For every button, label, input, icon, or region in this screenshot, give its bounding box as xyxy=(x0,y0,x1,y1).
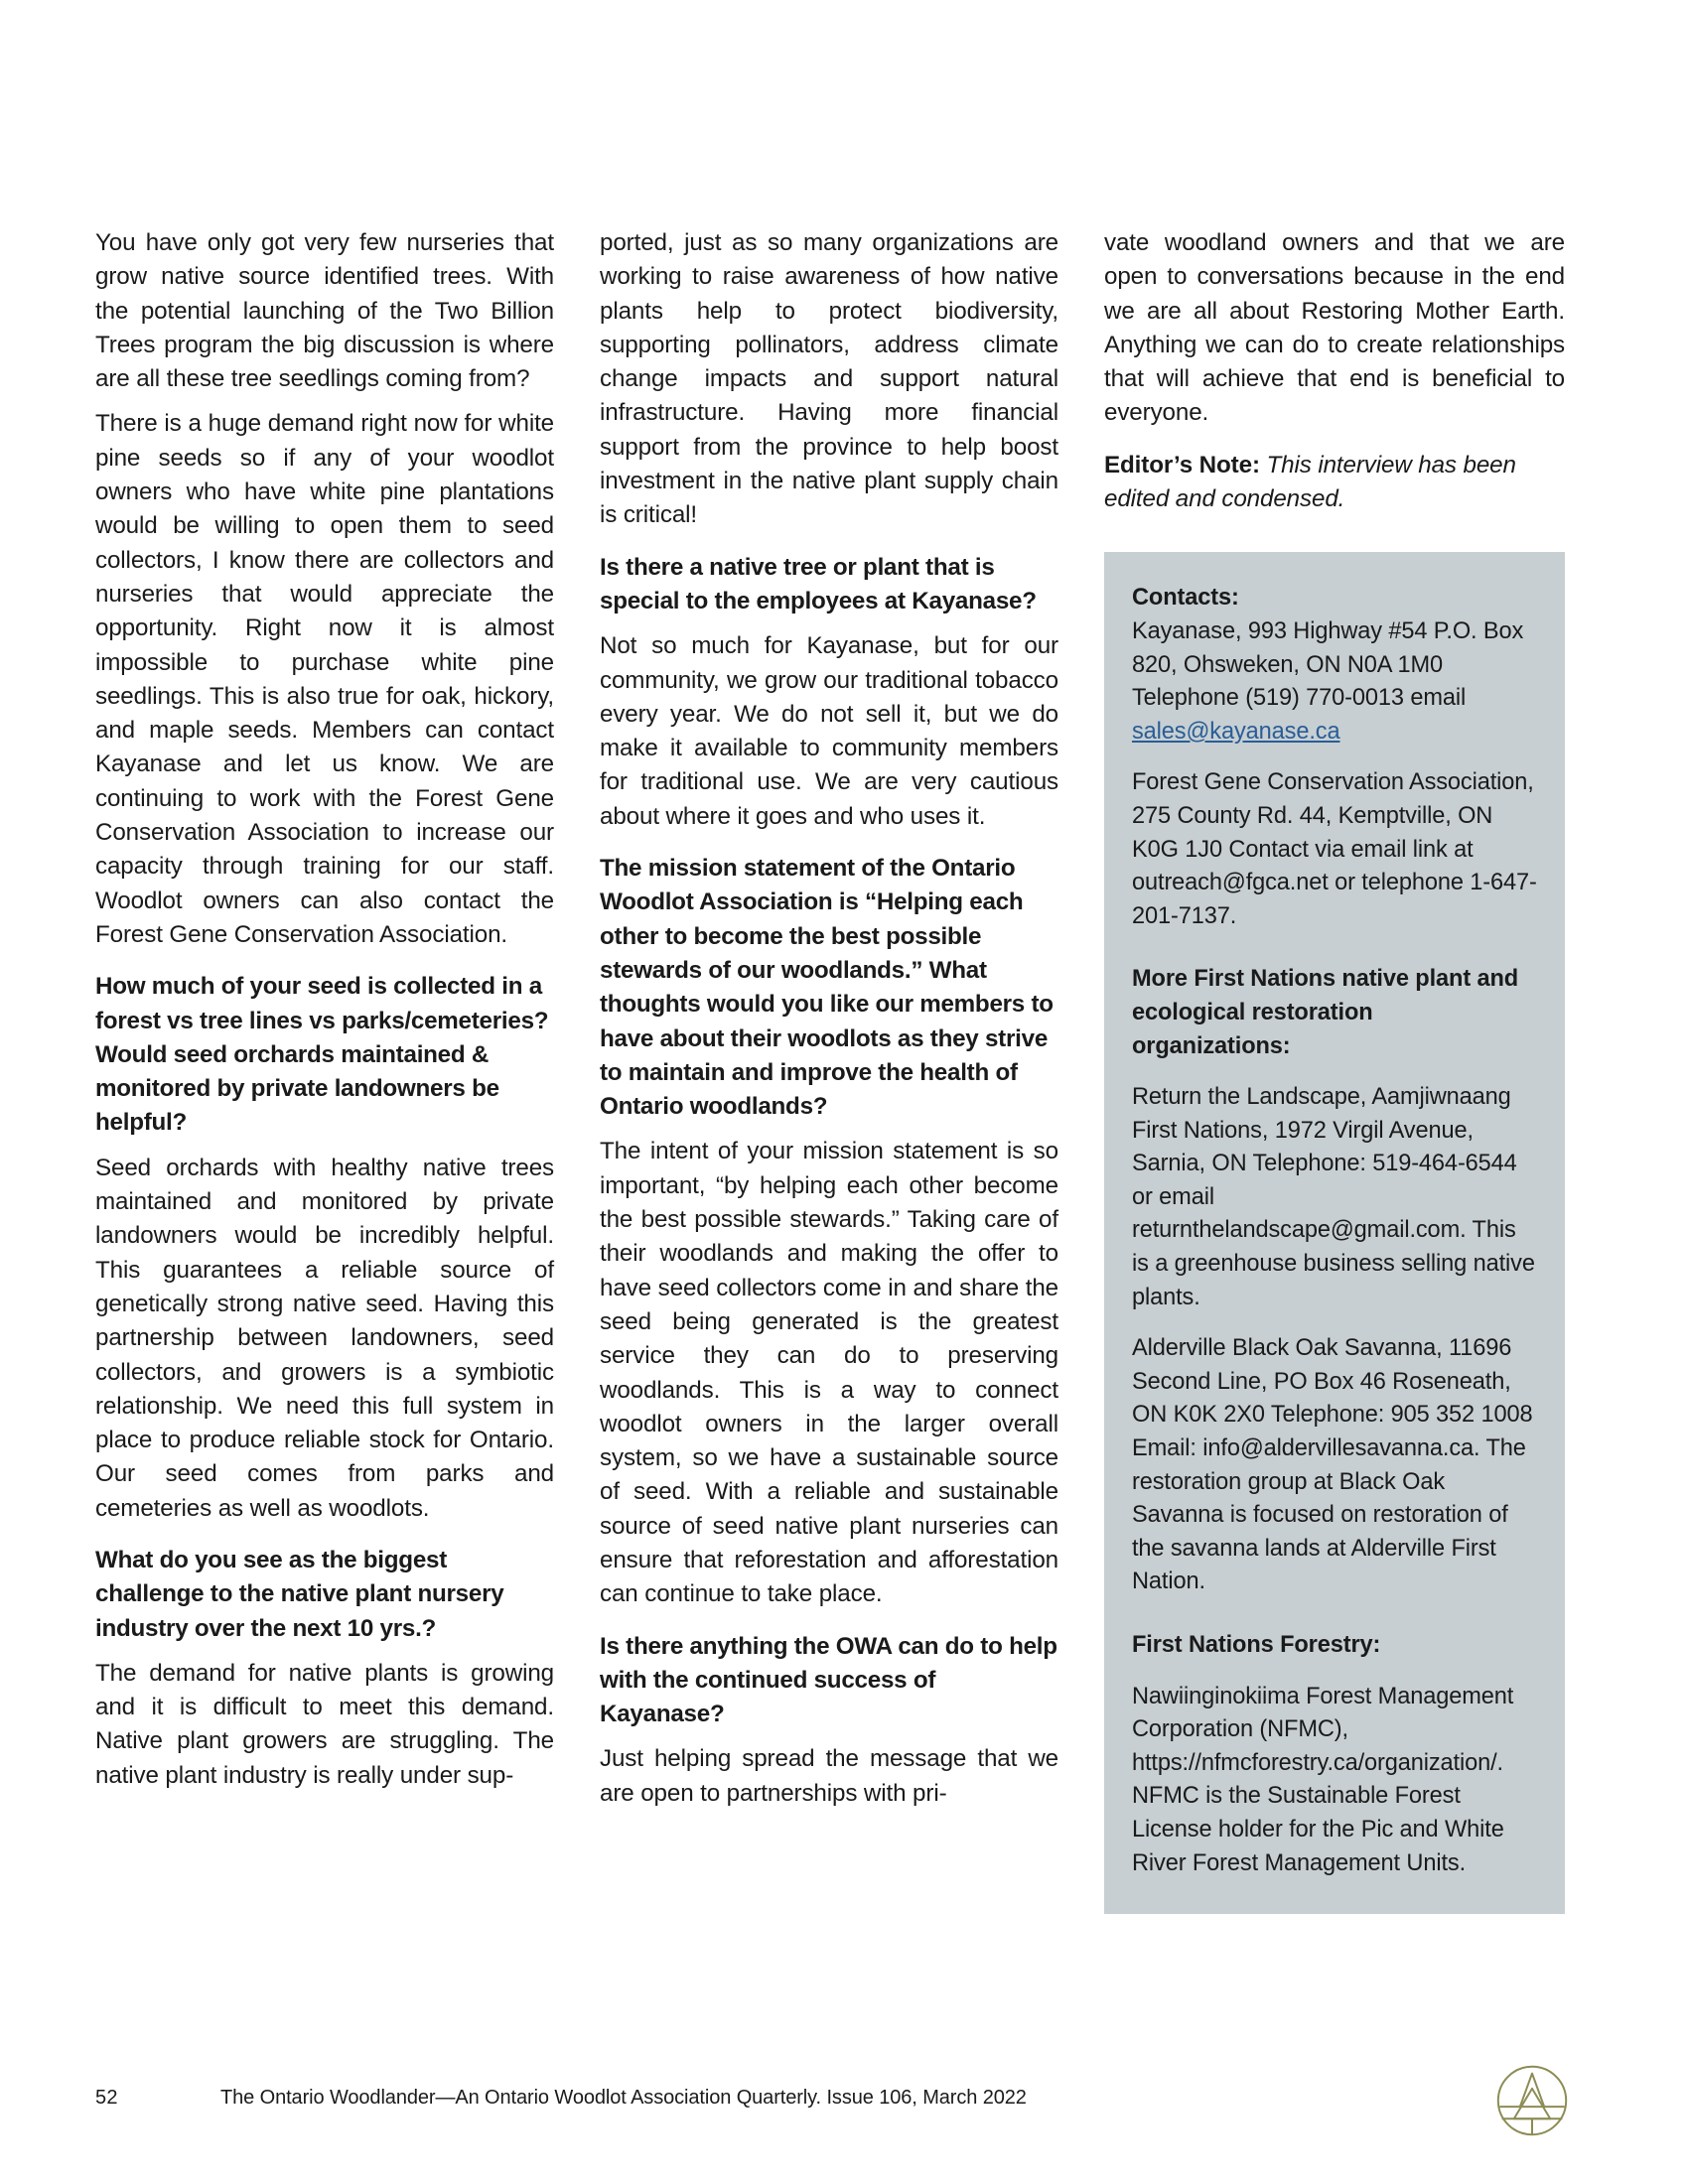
kayanase-address: Kayanase, 993 Highway #54 P.O. Box 820, Ohsweken, ON N0A 1M0 Telephone (519) 770-0013 email xyxy=(1132,617,1524,712)
paragraph: The intent of your mission statement is so important, “by helping each other become the best possible stewards.” Taking care of their woodlands and making the offer to have seed collectors come in and share the seed being generated is the greatest service they can do to preserving woodlands. This is a way to connect woodlot owners in the larger overall system, so we have a sustainable source of seed. With a reliable and sustainable source of seed native plant nurseries can ensure that reforestation and afforestation can continue to take place. xyxy=(600,1138,1058,1608)
section-three-heading: First Nations Forestry: xyxy=(1132,1632,1381,1658)
page-number: 52 xyxy=(95,2087,118,2109)
contacts-heading-line xyxy=(1132,582,1537,615)
footer-citation: The Ontario Woodlander—An Ontario Woodlot Association Quarterly. Issue 106, March 2022 xyxy=(220,2087,1027,2109)
fgca-contact: Forest Gene Conservation Association, 275 County Rd. 44, Kemptville, ON K0G 1J0 Contact via email link at outreach@fgca.net or telephone 1-647-201-7137. xyxy=(1132,769,1537,929)
paragraph: You have only got very few nurseries that grow native source identified trees. With the potential launching of the Two Billion Trees program the big discussion is where are all these tree seedlings coming from? xyxy=(95,229,554,393)
paragraph: Seed orchards with healthy native trees maintained and monitored by private landowners would be incredibly helpful. This guarantees a reliable source of genetically strong native seed. Having this partnership between landowners, seed collectors, and growers is a symbiotic relationship. We need this full system in place to produce reliable stock for Ontario. Our seed comes from parks and cemeteries as well as woodlots. xyxy=(95,1154,554,1522)
question-heading: What do you see as the biggest challenge to the native plant nursery industry over the next 10 yrs.? xyxy=(95,1546,504,1642)
editor-note-text: This interview has been edited and condensed. xyxy=(1104,451,1516,513)
paragraph: The demand for native plants is growing and it is difficult to meet this demand. Native plant growers are struggling. The native plant industry is really under sup- xyxy=(95,1659,554,1789)
contacts-section-three xyxy=(1132,1629,1537,1880)
nfmc-contact: Nawiinginokiima Forest Management Corporation (NFMC), https://nfmcforestry.ca/organization/. NFMC is the Sustainable Forest License holder for the Pic and White River Forest Management Units. xyxy=(1132,1683,1514,1876)
contacts-sidebar xyxy=(1104,552,1565,1914)
section-two-heading: More First Nations native plant and ecological restoration organizations: xyxy=(1132,966,1519,1059)
paragraph: ported, just as so many organizations are working to raise awareness of how native plants help to protect biodiversity, supporting pollinators, address climate change impacts and support natural infrastructure. Having more financial support from the province to help boost investment in the native plant supply chain is critical! xyxy=(600,229,1058,529)
paragraph: Not so much for Kayanase, but for our community, we grow our traditional tobacco every year. We do not sell it, but we do make it available to community members for traditional use. We are very cautious about where it goes and who uses it. xyxy=(600,632,1058,830)
question-heading: How much of your seed is collected in a forest vs tree lines vs parks/cemeteries? Would seed orchards maintained & monitored by private landowners be helpful? xyxy=(95,973,549,1137)
article-columns xyxy=(95,226,1565,1914)
question-heading: Is there a native tree or plant that is special to the employees at Kayanase? xyxy=(600,553,1037,614)
column-three xyxy=(1104,226,1565,1914)
kayanase-contact xyxy=(1132,615,1537,749)
contacts-section-two xyxy=(1132,963,1537,1599)
editor-note-label: Editor’s Note: xyxy=(1104,451,1260,478)
contacts-heading: Contacts: xyxy=(1132,585,1239,612)
paragraph: vate woodland owners and that we are open to conversations because in the end we are all about Restoring Mother Earth. Anything we can do to create relationships that will achieve that end is beneficial to everyone. xyxy=(1104,229,1565,427)
owa-tree-logo-icon xyxy=(1494,2063,1570,2138)
return-the-landscape-contact: Return the Landscape, Aamjiwnaang First Nations, 1972 Virgil Avenue, Sarnia, ON Telephone: 519-464-6544 or email returnthelandscape@gmail.com. This is a greenhouse business selling native plants. xyxy=(1132,1084,1535,1310)
paragraph: Just helping spread the message that we are open to partnerships with pri- xyxy=(600,1745,1058,1807)
question-heading: Is there anything the OWA can do to help with the continued success of Kayanase? xyxy=(600,1632,1057,1728)
alderville-contact: Alderville Black Oak Savanna, 11696 Second Line, PO Box 46 Roseneath, ON K0K 2X0 Telephone: 905 352 1008 Email: info@aldervillesavanna.ca. The restoration group at Black Oak Savanna is focused on restoration of the savanna lands at Alderville First Nation. xyxy=(1132,1335,1533,1595)
editor-note xyxy=(1104,449,1565,517)
page-footer xyxy=(95,2085,1565,2124)
kayanase-email-link[interactable]: sales@kayanase.ca xyxy=(1132,718,1340,745)
paragraph: There is a huge demand right now for white pine seeds so if any of your woodlot owners who have white pine plantations would be willing to open them to seed collectors, I know there are collectors and nurseries that would appreciate the opportunity. Right now it is almost impossible to purchase white pine seedlings. This is also true for oak, hickory, and maple seeds. Members can contact Kayanase and let us know. We are continuing to work with the Forest Gene Conservation Association to increase our capacity through training for our staff. Woodlot owners can also contact the Forest Gene Conservation Association. xyxy=(95,410,554,948)
column-one xyxy=(95,226,554,1914)
question-heading: The mission statement of the Ontario Woodlot Association is “Helping each other to become the best possible stewards of our woodlands.” What thoughts would you like our members to have about their woodlots as they strive to maintain and improve the health of Ontario woodlands? xyxy=(600,855,1054,1121)
column-two xyxy=(600,226,1058,1914)
